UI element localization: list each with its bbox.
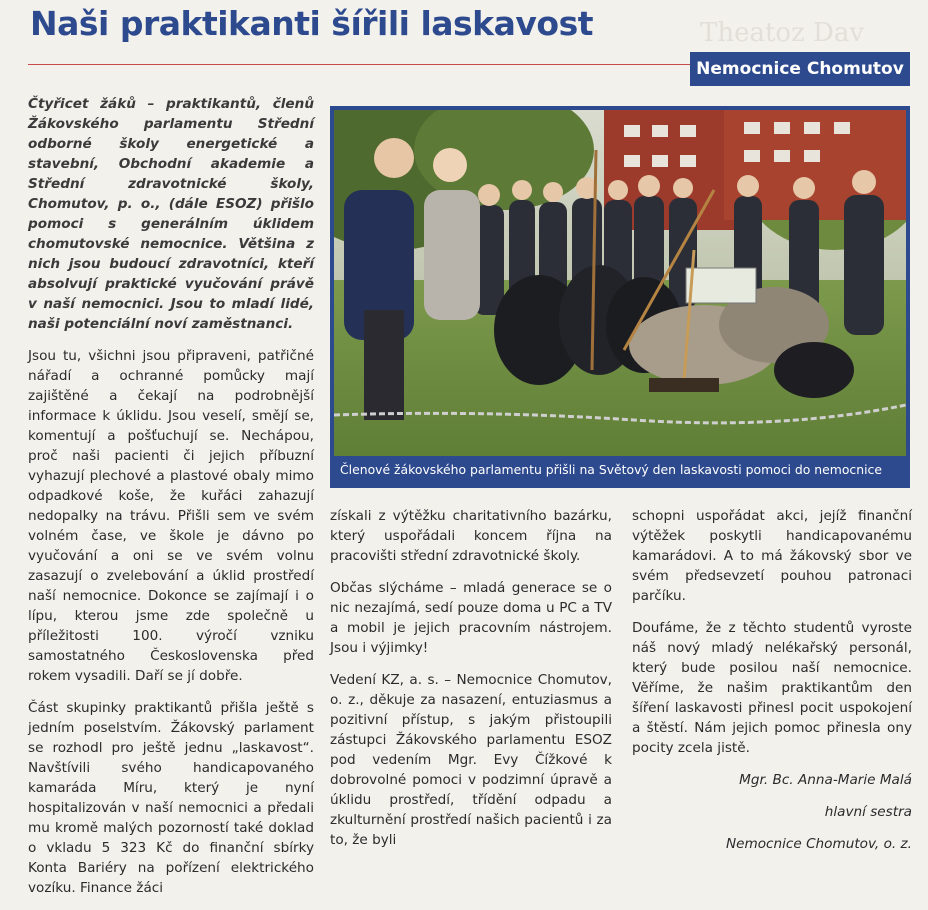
article-headline: Naši praktikanti šířili laskavost xyxy=(30,4,593,43)
photo-figure xyxy=(330,106,910,488)
paragraph-5: Vedení KZ, a. s. – Nemocnice Chomutov, o. z., děkuje za nasazení, entuziasmus a pozitivní přístup, s jakým přistoupili zástupci Žákovského parlamentu ESOZ pod vedením Mgr. Evy Čížkové k dobrovolné pomoci v podzimní úpravě a úklidu prostředí, třídění odpadu a zkulturnění prostředí našich pacientů i za to, že byli xyxy=(330,672,612,848)
signature-role: hlavní sestra xyxy=(824,804,912,820)
paragraph-4: Občas slýcháme – mladá generace se o nic nezajímá, sedí pouze doma u PC a TV a mobil je jejich pracovním nástrojem. Jsou i výjimky! xyxy=(330,580,612,656)
column-3 xyxy=(632,506,912,866)
section-tag xyxy=(690,52,910,86)
column-1 xyxy=(28,94,314,910)
signature-org: Nemocnice Chomutov, o. z. xyxy=(725,836,912,852)
paragraph-3: získali z výtěžku charitativního bazárku, který uspořádali koncem října na pracovišti střední zdravotnické školy. xyxy=(330,508,612,564)
paragraph-2: Část skupinky praktikantů přišla ještě s jedním poselstvím. Žákovský parlament se rozhodl pro ještě jednu „laskavost“. Navštívili svého handicapovaného kamaráda Míru, který je nyní hospitalizován v naší nemocnici a předali mu kromě malých pozorností také doklad o vkladu 5 323 Kč do finanční sbírky Konta Bariéry na pořízení elektrického vozíku. Finance žáci xyxy=(28,700,314,896)
group-photo xyxy=(334,110,906,456)
section-tag-label: Nemocnice Chomutov xyxy=(696,59,904,79)
article-lead: Čtyřicet žáků – praktikantů, členů Žákovského parlamentu Střední odborné školy energetické a stavební, Obchodní akademie a Střední zdravotnické školy, Chomutov, p. o., (dále ESOZ) přišlo pomoci s generálním úklidem chomutovské nemocnice. Většina z nich jsou budoucí zdravotníci, kteří absolvují praktické vyučování právě v naší nemocnici. Jsou to mladí lidé, naši potenciální noví zaměstnanci. xyxy=(28,96,314,332)
photo-caption: Členové žákovského parlamentu přišli na Světový den laskavosti pomoci do nemocnice xyxy=(340,462,882,477)
paragraph-7: Doufáme, že z těchto studentů vyroste náš nový mladý nelékařský personál, který bude posilou naší nemocnice. Věříme, že našim praktikantům den šíření laskavosti přinesl pocit uspokojení a štěstí. Nám jejich pomoc přinesla ony pocity zcela jistě. xyxy=(632,620,912,756)
group-photo-illustration xyxy=(334,110,906,456)
signature-name: Mgr. Bc. Anna-Marie Malá xyxy=(739,772,912,788)
ghost-header-text: Theatoz Dav xyxy=(700,18,865,48)
paragraph-6: schopni uspořádat akci, jejíž finanční výtěžek poskytli handicapovanému kamarádovi. A to má žákovský sbor ve svém předsevzetí pouhou patronaci parčíku. xyxy=(632,508,912,604)
paragraph-1: Jsou tu, všichni jsou připraveni, patřičné nářadí a ochranné pomůcky mají zajištěné a čekají na podrobnější informace k úklidu. Jsou veselí, smějí se, komentují a pošťuchují se. Nechápou, proč naši pacienti či jejich příbuzní vyhazují plechové a plastové obaly mimo odpadkové koše, že kuřáci zahazují nedopalky na trávu. Přišli sem ve svém volném čase, ve škole je dávno po vyučování a oni se ve svém volnu zasazují o zvelebování a úklid prostředí naší nemocnice. Dokonce se zajímají i o lípu, kterou jsme zde společně u příležitosti 100. výročí vzniku samostatného Československa před rokem vysadili. Daří se jí dobře. xyxy=(28,348,314,684)
headline-rule xyxy=(28,64,690,65)
column-2 xyxy=(330,506,612,862)
